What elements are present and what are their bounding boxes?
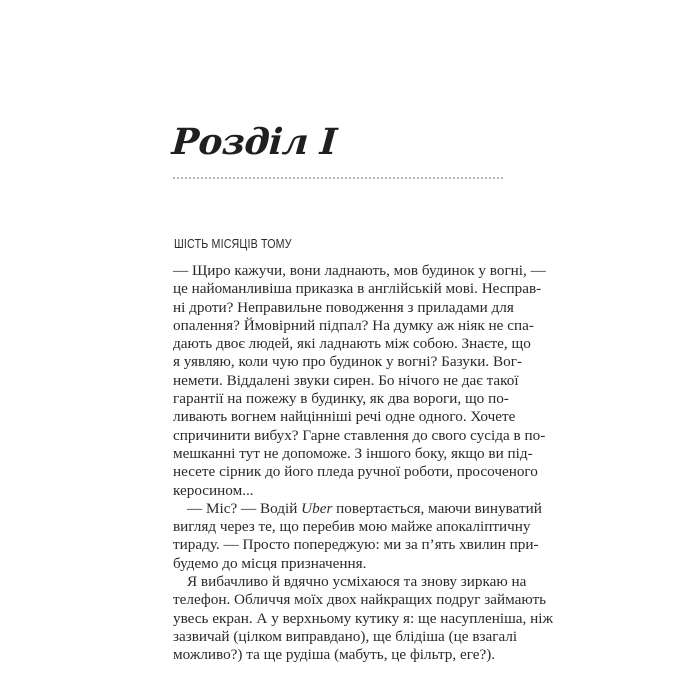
text-line: керосином...: [173, 481, 254, 499]
text-line: немети. Віддалені звуки сирен. Бо нічого не дає такої: [173, 371, 519, 389]
text-line: опалення? Ймовірний підпал? На думку аж ніяк не спа-: [173, 316, 534, 334]
dotted-divider: [173, 177, 503, 179]
text-line: зазвичай (цілком виправдано), ще блідіша (це взагалі: [173, 627, 518, 645]
text-line: будемо до місця призначення.: [173, 554, 367, 572]
text-line: несете сірник до його пледа ручної роботи, просоченого: [173, 463, 538, 481]
chapter-title: Розділ I: [170, 121, 338, 163]
text-line: [173, 499, 542, 518]
text-line: це найоманливіша приказка в англійській мові. Неспрaв-: [173, 280, 542, 298]
text-line: телефон. Обличчя моїх двох найкращих подруг займають: [173, 591, 547, 609]
text-line: можливо?) та ще рудіша (мабуть, це фільтр, еге?).: [173, 646, 496, 664]
text-line: увесь екран. А у верхньому кутику я: ще насупленіша, ніж: [173, 609, 553, 627]
text-line: тираду. — Просто попереджую: ми за п’ять хвилин при-: [173, 536, 539, 554]
text-line: ні дроти? Неправильне поводження з приладами для: [173, 298, 514, 316]
text-line: спричинити вибух? Гарне ставлення до свого сусіда в по-: [173, 426, 546, 444]
body-text: [173, 262, 553, 665]
text-line: вигляд через те, що перебив мою майже апокаліптичну: [173, 518, 531, 536]
text-span: повертається, маючи винуватий: [332, 499, 542, 517]
italic-brand-name: Uber: [301, 499, 333, 517]
section-subheading: ШІСТЬ МІСЯЦІВ ТОМУ: [174, 236, 292, 251]
text-span: — Міс? — Водій: [187, 499, 302, 517]
text-line: гарантії на пожежу в будинку, як два вороги, що по-: [173, 390, 509, 408]
text-line: дають двоє людей, які ладнають між собою. Знаєте, що: [173, 335, 531, 353]
text-line: — Щиро кажучи, вони ладнають, мов будинок у вогні, —: [173, 262, 546, 279]
text-line: Я вибачливо й вдячно усміхаюся та знову зиркаю на: [187, 573, 527, 591]
text-line: ливають вогнем найцінніші речі одне одного. Хочете: [173, 408, 516, 426]
text-line: мешканні тут не допоможе. З іншого боку, якщо ви під-: [173, 444, 533, 462]
text-line: я уявляю, коли чую про будинок у вогні? Базуки. Вог-: [173, 353, 522, 371]
